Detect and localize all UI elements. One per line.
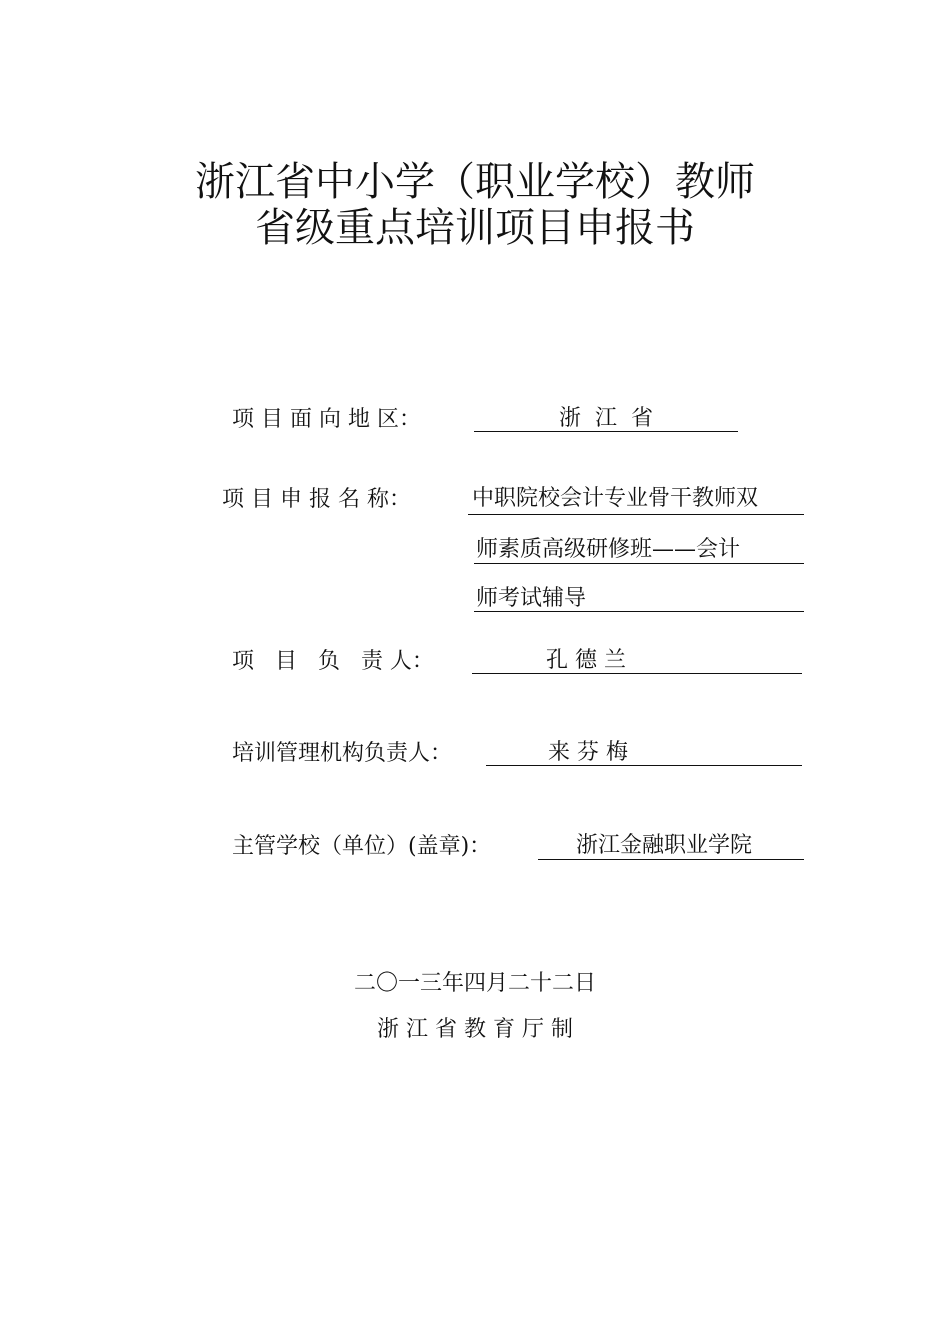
- project-name-line3: 师考试辅导: [476, 586, 587, 611]
- project-leader-underline: [472, 673, 802, 674]
- project-leader-label: 项 目 负 责 人：: [232, 649, 434, 674]
- project-name-underline2: [474, 563, 804, 564]
- issuer: 浙 江 省 教 育 厅 制: [377, 1017, 573, 1042]
- region-label: 项 目 面 向 地 区：: [232, 407, 421, 432]
- project-name-line2: 师素质高级研修班——会计: [476, 537, 741, 562]
- school-value: 浙江金融职业学院: [576, 833, 753, 858]
- project-name-line1: 中职院校会计专业骨干教师双: [472, 486, 759, 511]
- document-title-line2: 省级重点培训项目申报书: [255, 205, 695, 251]
- project-name-label: 项 目 申 报 名 称：: [222, 487, 411, 512]
- project-name-underline1: [468, 514, 804, 515]
- school-underline: [538, 859, 804, 860]
- training-manager-underline: [486, 765, 802, 766]
- region-value: 浙 江 省: [559, 406, 653, 431]
- region-underline: [474, 431, 738, 432]
- training-manager-label: 培训管理机构负责人：: [232, 741, 453, 766]
- school-label: 主管学校（单位）(盖章)：: [232, 834, 492, 859]
- project-leader-value: 孔 德 兰: [546, 648, 626, 673]
- document-date: 二〇一三年四月二十二日: [353, 971, 596, 996]
- project-name-underline3: [474, 611, 804, 612]
- training-manager-value: 来 芬 梅: [548, 740, 628, 765]
- document-title-line1: 浙江省中小学（职业学校）教师: [195, 159, 755, 205]
